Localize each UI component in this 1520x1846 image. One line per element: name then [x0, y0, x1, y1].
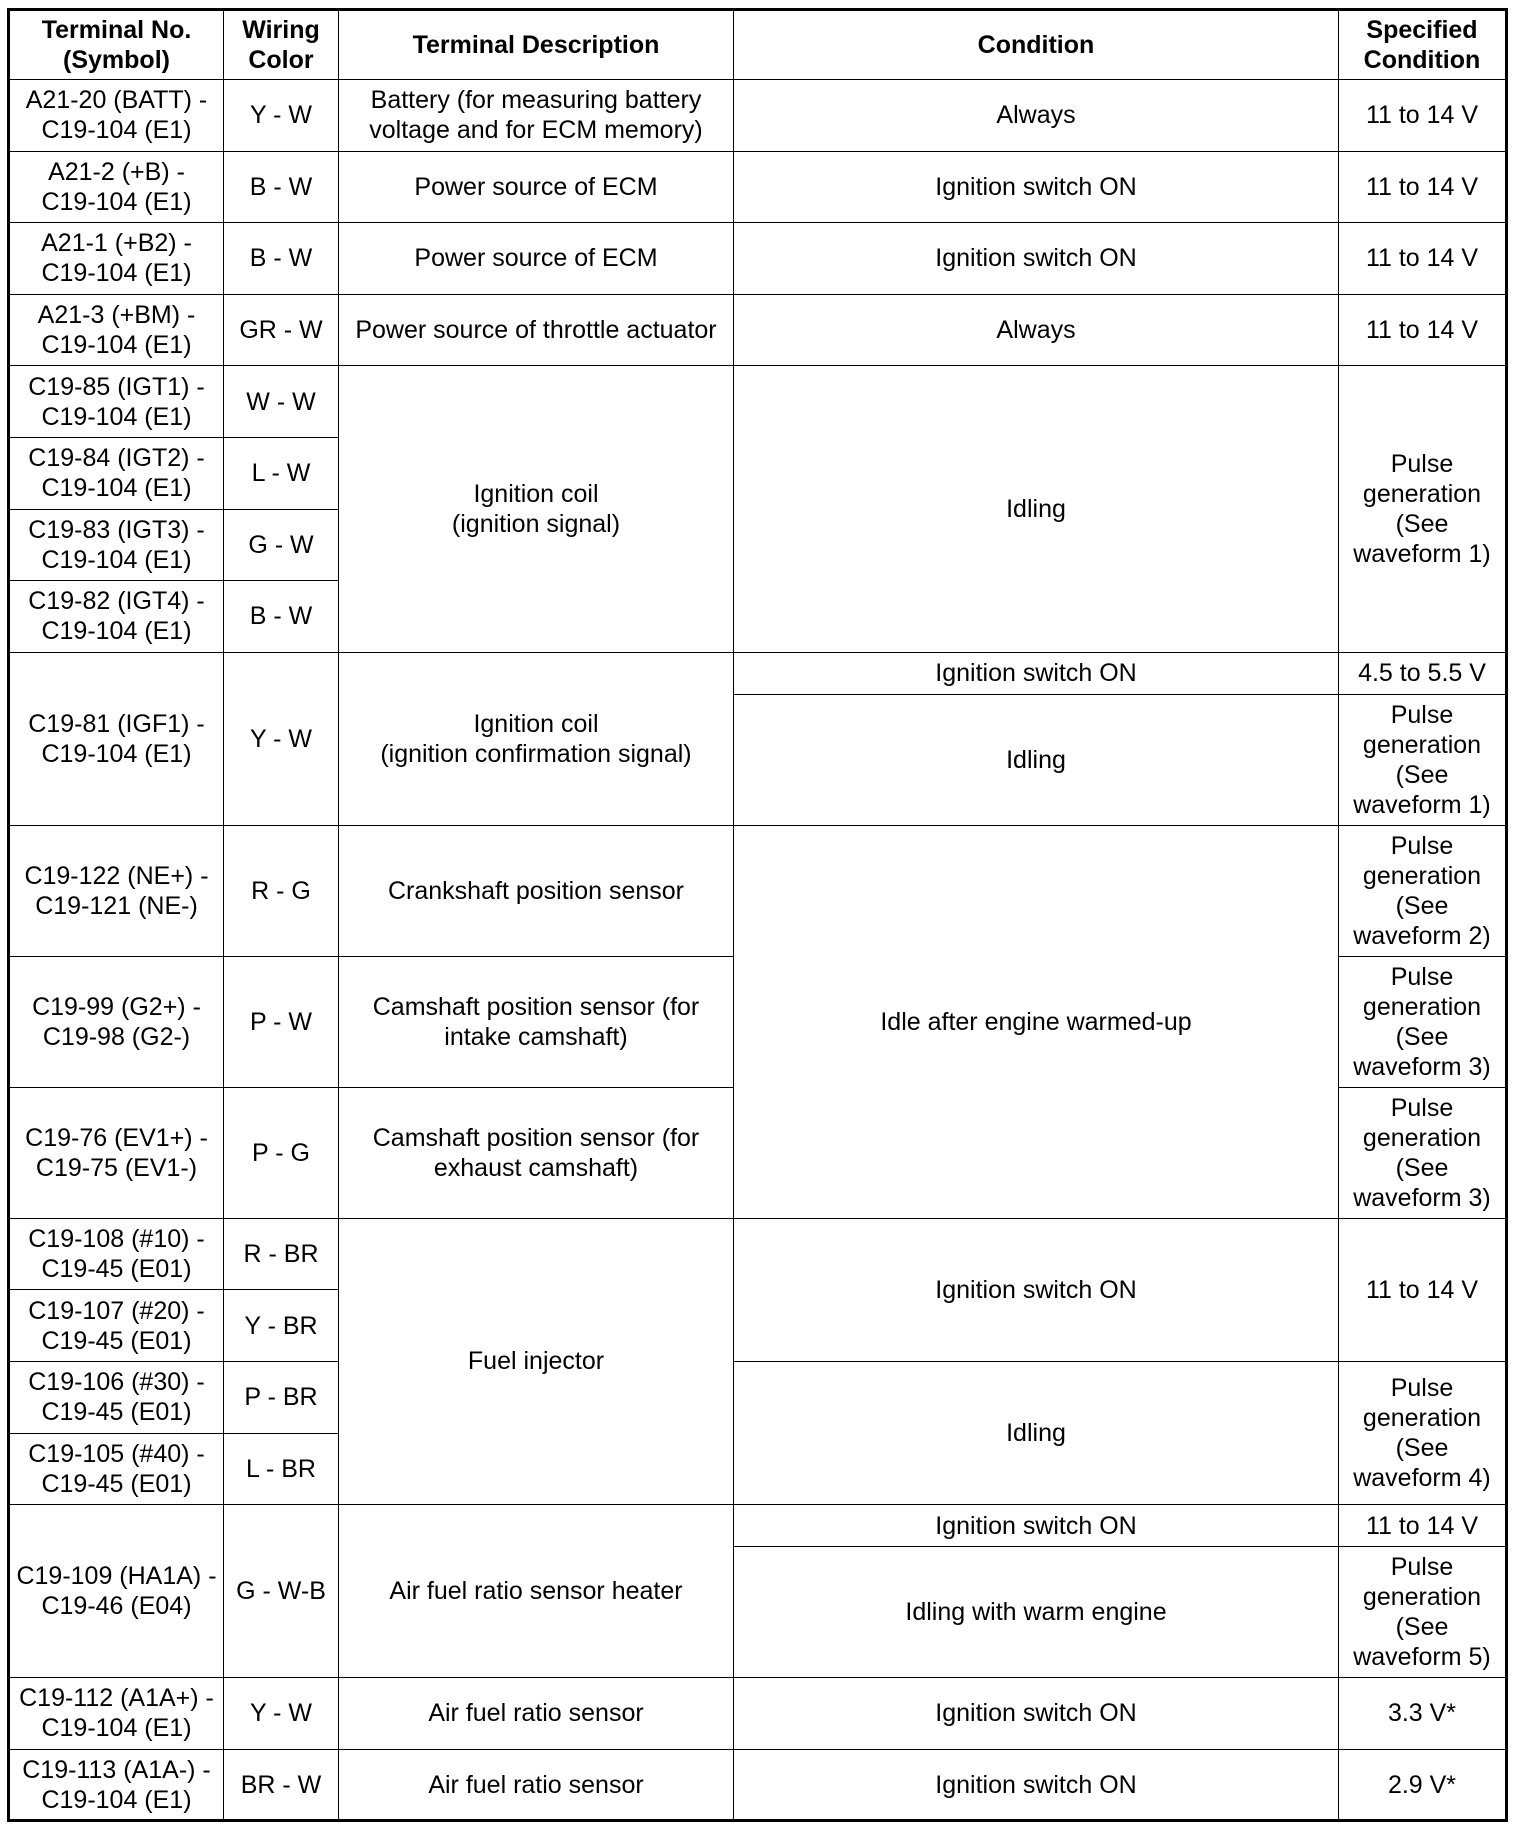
terminal-cell: C19-85 (IGT1) - C19-104 (E1): [9, 366, 224, 438]
description-cell: Power source of ECM: [339, 223, 734, 295]
terminal-cell: C19-81 (IGF1) - C19-104 (E1): [9, 652, 224, 825]
terminal-cell: C19-107 (#20) - C19-45 (E01): [9, 1290, 224, 1362]
terminal-cell: A21-1 (+B2) - C19-104 (E1): [9, 223, 224, 295]
condition-cell: Always: [734, 294, 1339, 366]
table-row: [9, 1361, 1507, 1433]
description-cell: Power source of ECM: [339, 151, 734, 223]
wiring-color-cell: Y - BR: [224, 1290, 339, 1362]
wiring-color-cell: BR - W: [224, 1749, 339, 1821]
table-row: [9, 80, 1507, 152]
table-row: [9, 652, 1507, 694]
wiring-color-cell: Y - W: [224, 80, 339, 152]
description-cell: Air fuel ratio sensor: [339, 1749, 734, 1821]
wiring-color-cell: P - W: [224, 956, 339, 1087]
header-terminal: Terminal No. (Symbol): [9, 10, 224, 80]
terminal-cell: A21-2 (+B) - C19-104 (E1): [9, 151, 224, 223]
wiring-color-cell: L - BR: [224, 1433, 339, 1505]
wiring-color-cell: B - W: [224, 223, 339, 295]
wiring-color-cell: Y - W: [224, 1678, 339, 1750]
terminal-spec-table: [7, 8, 1508, 1822]
condition-cell: Ignition switch ON: [734, 1505, 1339, 1547]
condition-cell: Ignition switch ON: [734, 223, 1339, 295]
condition-cell: Ignition switch ON: [734, 1218, 1339, 1361]
terminal-cell: C19-106 (#30) - C19-45 (E01): [9, 1361, 224, 1433]
specified-cell: 11 to 14 V: [1339, 294, 1507, 366]
wiring-color-cell: W - W: [224, 366, 339, 438]
terminal-cell: C19-108 (#10) - C19-45 (E01): [9, 1218, 224, 1290]
wiring-color-cell: B - W: [224, 581, 339, 653]
specified-cell: 11 to 14 V: [1339, 80, 1507, 152]
wiring-color-cell: G - W-B: [224, 1505, 339, 1678]
wiring-color-cell: Y - W: [224, 652, 339, 825]
condition-cell: Ignition switch ON: [734, 1749, 1339, 1821]
specified-cell: 11 to 14 V: [1339, 1218, 1507, 1361]
terminal-cell: C19-122 (NE+) - C19-121 (NE-): [9, 825, 224, 956]
description-cell: Air fuel ratio sensor heater: [339, 1505, 734, 1678]
header-terminal-description: Terminal Description: [339, 10, 734, 80]
terminal-cell: A21-20 (BATT) - C19-104 (E1): [9, 80, 224, 152]
terminal-cell: C19-112 (A1A+) - C19-104 (E1): [9, 1678, 224, 1750]
terminal-cell: C19-76 (EV1+) - C19-75 (EV1-): [9, 1087, 224, 1218]
terminal-cell: C19-84 (IGT2) - C19-104 (E1): [9, 437, 224, 509]
description-cell: Camshaft position sensor (for intake camshaft): [339, 956, 734, 1087]
specified-cell: Pulse generation (See waveform 3): [1339, 1087, 1507, 1218]
specified-cell: 4.5 to 5.5 V: [1339, 652, 1507, 694]
terminal-cell: C19-83 (IGT3) - C19-104 (E1): [9, 509, 224, 581]
specified-cell: Pulse generation (See waveform 1): [1339, 366, 1507, 652]
wiring-color-cell: L - W: [224, 437, 339, 509]
table-row: [9, 1678, 1507, 1750]
table-row: [9, 1218, 1507, 1290]
specified-cell: Pulse generation (See waveform 4): [1339, 1361, 1507, 1504]
table-header-row: [9, 10, 1507, 80]
specified-cell: 11 to 14 V: [1339, 1505, 1507, 1547]
terminal-cell: C19-105 (#40) - C19-45 (E01): [9, 1433, 224, 1505]
description-cell: Air fuel ratio sensor: [339, 1678, 734, 1750]
specified-cell: Pulse generation (See waveform 3): [1339, 956, 1507, 1087]
description-cell: Ignition coil (ignition signal): [339, 366, 734, 652]
description-cell: Crankshaft position sensor: [339, 825, 734, 956]
condition-cell: Ignition switch ON: [734, 1678, 1339, 1750]
condition-cell: Ignition switch ON: [734, 151, 1339, 223]
specified-cell: Pulse generation (See waveform 5): [1339, 1547, 1507, 1678]
wiring-color-cell: R - G: [224, 825, 339, 956]
description-cell: Ignition coil (ignition confirmation signal): [339, 652, 734, 825]
wiring-color-cell: P - G: [224, 1087, 339, 1218]
wiring-color-cell: R - BR: [224, 1218, 339, 1290]
condition-cell: Idling: [734, 366, 1339, 652]
header-wiring-color: Wiring Color: [224, 10, 339, 80]
specified-cell: 11 to 14 V: [1339, 223, 1507, 295]
specified-cell: 11 to 14 V: [1339, 151, 1507, 223]
description-cell: Power source of throttle actuator: [339, 294, 734, 366]
condition-cell: Idling: [734, 694, 1339, 825]
wiring-color-cell: B - W: [224, 151, 339, 223]
table-row: [9, 1749, 1507, 1821]
specified-cell: 3.3 V*: [1339, 1678, 1507, 1750]
terminal-cell: C19-82 (IGT4) - C19-104 (E1): [9, 581, 224, 653]
table-row: [9, 294, 1507, 366]
table-row: [9, 223, 1507, 295]
wiring-color-cell: GR - W: [224, 294, 339, 366]
specified-cell: Pulse generation (See waveform 1): [1339, 694, 1507, 825]
table-row: [9, 366, 1507, 438]
table-row: [9, 151, 1507, 223]
description-cell: Battery (for measuring battery voltage and for ECM memory): [339, 80, 734, 152]
condition-cell: Ignition switch ON: [734, 652, 1339, 694]
condition-cell: Idling with warm engine: [734, 1547, 1339, 1678]
header-condition: Condition: [734, 10, 1339, 80]
header-specified-condition: Specified Condition: [1339, 10, 1507, 80]
specified-cell: 2.9 V*: [1339, 1749, 1507, 1821]
condition-cell: Always: [734, 80, 1339, 152]
wiring-color-cell: G - W: [224, 509, 339, 581]
condition-cell: Idle after engine warmed-up: [734, 825, 1339, 1218]
terminal-cell: C19-113 (A1A-) - C19-104 (E1): [9, 1749, 224, 1821]
specified-cell: Pulse generation (See waveform 2): [1339, 825, 1507, 956]
condition-cell: Idling: [734, 1361, 1339, 1504]
description-cell: Fuel injector: [339, 1218, 734, 1504]
wiring-color-cell: P - BR: [224, 1361, 339, 1433]
description-cell: Camshaft position sensor (for exhaust camshaft): [339, 1087, 734, 1218]
table-row: [9, 825, 1507, 956]
table-row: [9, 1505, 1507, 1547]
terminal-cell: C19-109 (HA1A) - C19-46 (E04): [9, 1505, 224, 1678]
terminal-cell: A21-3 (+BM) - C19-104 (E1): [9, 294, 224, 366]
terminal-cell: C19-99 (G2+) - C19-98 (G2-): [9, 956, 224, 1087]
